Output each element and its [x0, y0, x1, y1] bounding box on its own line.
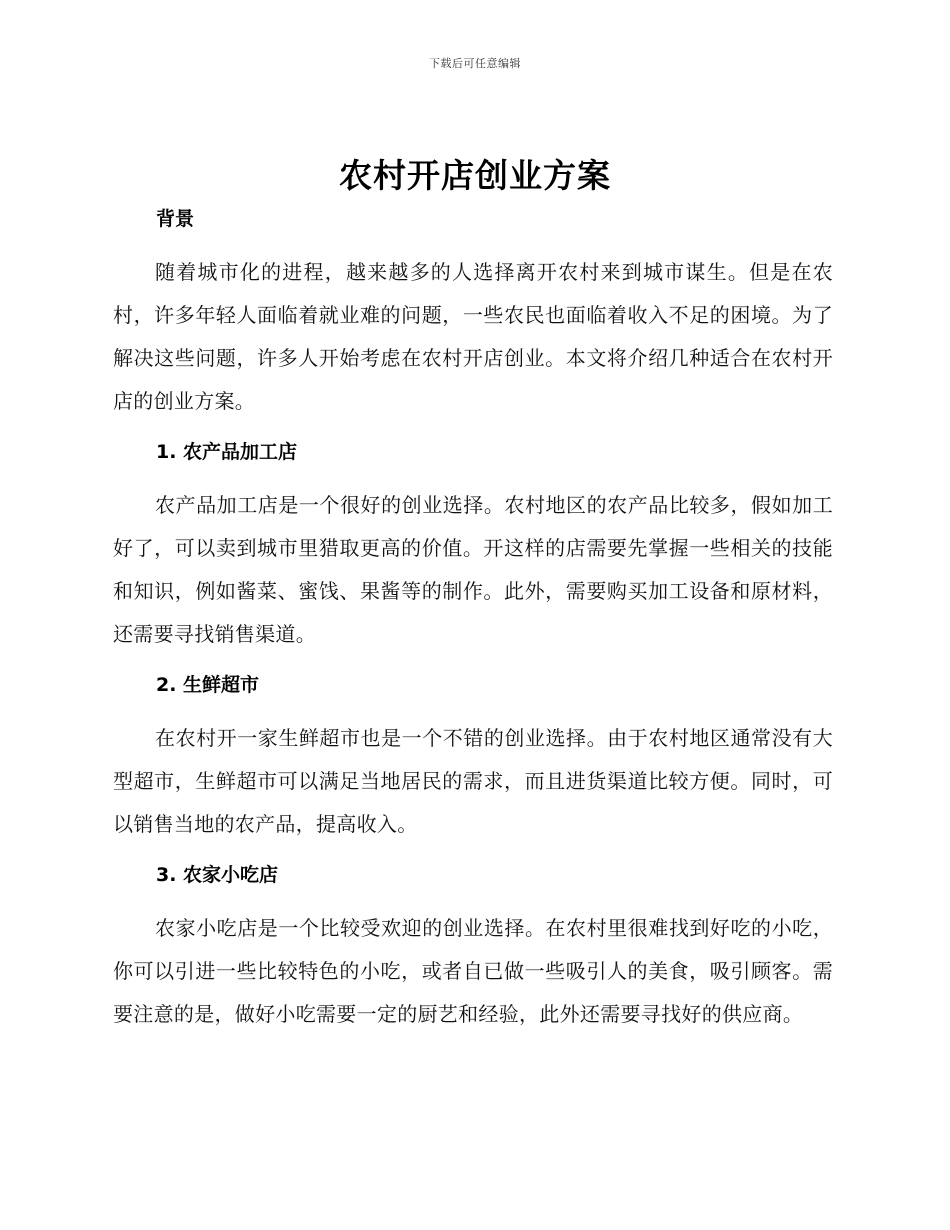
section-heading: 背景	[156, 208, 195, 230]
document-body	[113, 200, 833, 1046]
section-paragraph: 农产品加工店是一个很好的创业选择。农村地区的农产品比较多，假如加工好了，可以卖到城市里猎取更高的价值。开这样的店需要先掌握一些相关的技能和知识，例如酱菜、蜜饯、果酱等的制作。此外，需要购买加工设备和原材料，还需要寻找销售渠道。	[113, 493, 833, 646]
document-title: 农村开店创业方案	[339, 156, 611, 195]
section-paragraph: 在农村开一家生鲜超市也是一个不错的创业选择。由于农村地区通常没有大型超市，生鲜超市可以满足当地居民的需求，而且进货渠道比较方便。同时，可以销售当地的农产品，提高收入。	[113, 726, 833, 836]
section-paragraph: 农家小吃店是一个比较受欢迎的创业选择。在农村里很难找到好吃的小吃，你可以引进一些比较特色的小吃，或者自已做一些吸引人的美食，吸引顾客。需要注意的是，做好小吃需要一定的厨艺和经验，此外还需要寻找好的供应商。	[113, 916, 833, 1026]
page-header-note: 下载后可任意编辑	[429, 57, 521, 70]
section-heading: 3. 农家小吃店	[156, 864, 279, 886]
section-heading: 1. 农产品加工店	[156, 441, 298, 463]
section-paragraph: 随着城市化的进程，越来越多的人选择离开农村来到城市谋生。但是在农村，许多年轻人面临着就业难的问题，一些农民也面临着收入不足的困境。为了解决这些问题，许多人开始考虑在农村开店创业。本文将介绍几种适合在农村开店的创业方案。	[113, 260, 833, 413]
section-farm-product-processing	[113, 433, 833, 656]
section-heading: 2. 生鲜超市	[156, 674, 260, 696]
section-fresh-supermarket	[113, 666, 833, 846]
section-farm-snack-shop	[113, 856, 833, 1036]
section-background	[113, 200, 833, 423]
